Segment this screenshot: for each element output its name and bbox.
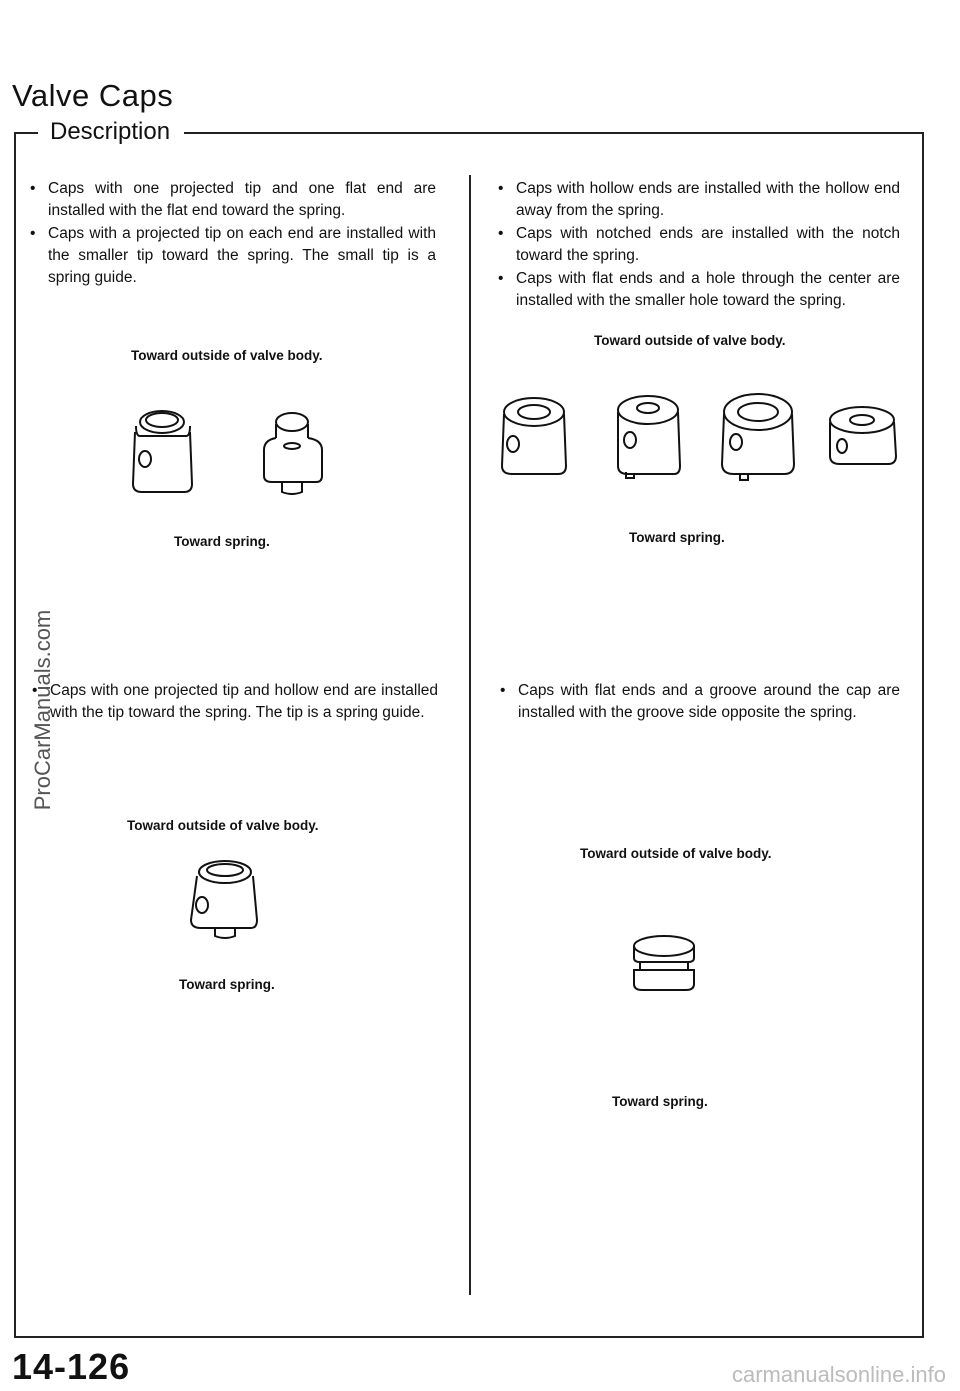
valve-cap-flat-end-icon <box>128 404 200 496</box>
valve-cap-notched-end-icon <box>612 392 688 482</box>
label-toward-outside: Toward outside of valve body. <box>131 348 323 363</box>
page-number: 14-126 <box>12 1346 131 1387</box>
frame-right-rule <box>922 132 924 1337</box>
right-bullets-mid <box>500 680 900 725</box>
watermark <box>28 560 58 860</box>
frame-top-right-rule <box>184 132 924 134</box>
section-heading: Description <box>44 118 176 146</box>
left-bullets-top <box>30 178 436 290</box>
valve-cap-groove-icon <box>630 934 700 998</box>
bullet-text: • Caps with notched ends are installed with the notch toward the spring. <box>498 223 900 267</box>
bullet-text: • Caps with hollow ends are installed with the hollow end away from the spring. <box>498 178 900 222</box>
label-toward-outside: Toward outside of valve body. <box>127 818 319 833</box>
watermark-text: ProCarManuals.com <box>30 609 55 811</box>
page-title: Valve Caps <box>12 78 174 113</box>
label-toward-outside: Toward outside of valve body. <box>594 333 786 348</box>
column-divider <box>469 175 471 1295</box>
label-toward-spring: Toward spring. <box>174 534 270 549</box>
label-toward-spring: Toward spring. <box>629 530 725 545</box>
frame-top-left-rule <box>14 132 38 134</box>
right-bullets-top <box>498 178 900 313</box>
bullet-text: • Caps with one projected tip and hollow end are installed with the tip toward the spring. The tip is a spring guide. <box>32 680 438 724</box>
bullet-text: • Caps with flat ends and a hole through the center are installed with the smaller hole toward the spring. <box>498 268 900 312</box>
valve-cap-flat-hole-small-icon <box>826 404 902 476</box>
valve-cap-two-tips-icon <box>260 410 332 498</box>
frame-left-rule <box>14 132 16 1337</box>
label-toward-spring: Toward spring. <box>612 1094 708 1109</box>
frame-bottom-rule <box>14 1336 924 1338</box>
valve-cap-flat-hole-large-icon <box>718 390 802 484</box>
bullet-text: • Caps with flat ends and a groove around the cap are installed with the groove side opposite the spring. <box>500 680 900 724</box>
valve-cap-hollow-end-icon <box>498 394 574 484</box>
label-toward-spring: Toward spring. <box>179 977 275 992</box>
valve-cap-tip-hollow-icon <box>185 858 265 950</box>
bullet-text: • Caps with one projected tip and one flat end are installed with the flat end toward the spring. <box>30 178 436 222</box>
bullet-text: • Caps with a projected tip on each end are installed with the smaller tip toward the spring. The small tip is a spring guide. <box>30 223 436 289</box>
left-bullets-mid <box>32 680 438 725</box>
label-toward-outside: Toward outside of valve body. <box>580 846 772 861</box>
footer-url: carmanualsonline.info <box>731 1362 946 1387</box>
